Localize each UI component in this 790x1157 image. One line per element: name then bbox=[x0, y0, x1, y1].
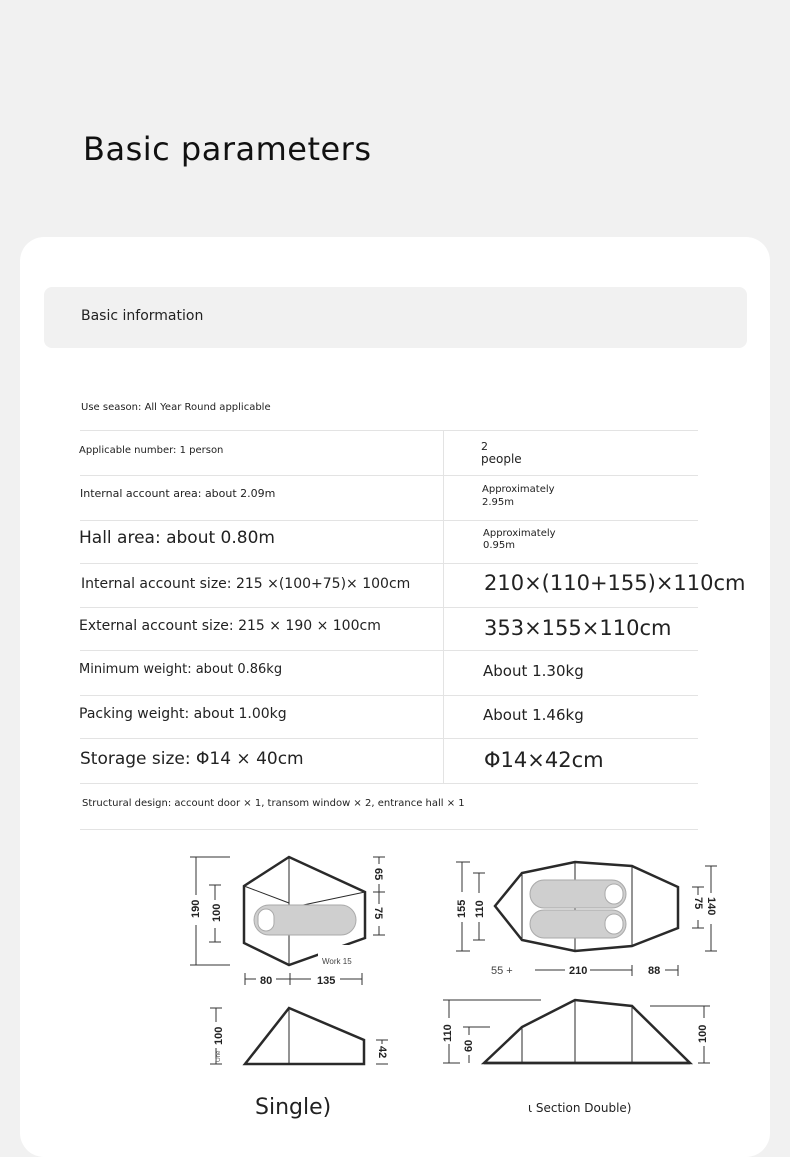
dim-80: 80 bbox=[260, 975, 273, 987]
row-left-external-size: External account size: 215 × 190 × 100cm bbox=[79, 618, 381, 634]
row-right-internal-area-line2: 2.95m bbox=[482, 497, 515, 508]
side-dim-42: 42 bbox=[376, 1046, 388, 1059]
row-right-hall-area-line2: 0.95m bbox=[483, 540, 516, 551]
double-dim-155: 155 bbox=[456, 899, 468, 918]
row-left-internal-size: Internal account size: 215 ×(100+75)× 100cm bbox=[81, 576, 411, 592]
double-side-dim-100: 100 bbox=[697, 1024, 709, 1043]
row-right-applicable-number-line1: 2 bbox=[481, 440, 488, 453]
caption-double: ι Section Double) bbox=[528, 1101, 632, 1115]
double-side-outline bbox=[484, 1000, 690, 1063]
dim-100: 100 bbox=[211, 903, 223, 922]
side-dim-one: One bbox=[216, 1050, 222, 1062]
row-left-hall-area: Hall area: about 0.80m bbox=[79, 528, 275, 548]
single-side-outline bbox=[245, 1008, 364, 1064]
double-side-dim-110: 110 bbox=[442, 1024, 454, 1042]
double-dim-210: 210 bbox=[569, 965, 588, 977]
structural-design: Structural design: account door × 1, transom window × 2, entrance hall × 1 bbox=[82, 798, 465, 809]
double-dim-110: 110 bbox=[474, 900, 486, 918]
row-right-hall-area-line1: Approximately bbox=[483, 528, 556, 539]
page-title: Basic parameters bbox=[83, 130, 372, 168]
row-right-external-size: 353×155×110cm bbox=[484, 616, 672, 640]
row-right-minimum-weight: About 1.30kg bbox=[483, 662, 584, 680]
row-left-storage-size: Storage size: Φ14 × 40cm bbox=[80, 749, 304, 769]
double-dim-88: 88 bbox=[648, 965, 661, 977]
double-dim-55: 55 + bbox=[491, 965, 513, 977]
use-season: Use season: All Year Round applicable bbox=[81, 402, 271, 413]
row-left-applicable-number: Applicable number: 1 person bbox=[79, 445, 224, 456]
dim-65: 65 bbox=[372, 868, 384, 881]
section-title: Basic information bbox=[81, 308, 204, 324]
dim-75: 75 bbox=[372, 907, 384, 920]
row-right-internal-area-line1: Approximately bbox=[482, 484, 555, 495]
double-dim-140: 140 bbox=[705, 897, 717, 916]
row-right-internal-size: 210×(110+155)×110cm bbox=[484, 571, 746, 595]
row-right-packing-weight: About 1.46kg bbox=[483, 706, 584, 724]
row-right-storage-size: Φ14×42cm bbox=[484, 748, 604, 772]
row-left-internal-area: Internal account area: about 2.09m bbox=[80, 487, 276, 500]
note-work15: Work 15 bbox=[322, 957, 352, 966]
dim-190: 190 bbox=[190, 899, 202, 918]
row-left-minimum-weight: Minimum weight: about 0.86kg bbox=[79, 662, 283, 677]
row-left-packing-weight: Packing weight: about 1.00kg bbox=[79, 706, 287, 722]
double-dim-75: 75 bbox=[692, 897, 704, 910]
dim-135: 135 bbox=[317, 975, 336, 987]
caption-single: Single) bbox=[255, 1095, 332, 1120]
side-dim-100: 100 bbox=[213, 1026, 225, 1045]
double-side-dim-60: 60 bbox=[463, 1039, 475, 1052]
row-right-applicable-number-line2: people bbox=[481, 452, 522, 466]
